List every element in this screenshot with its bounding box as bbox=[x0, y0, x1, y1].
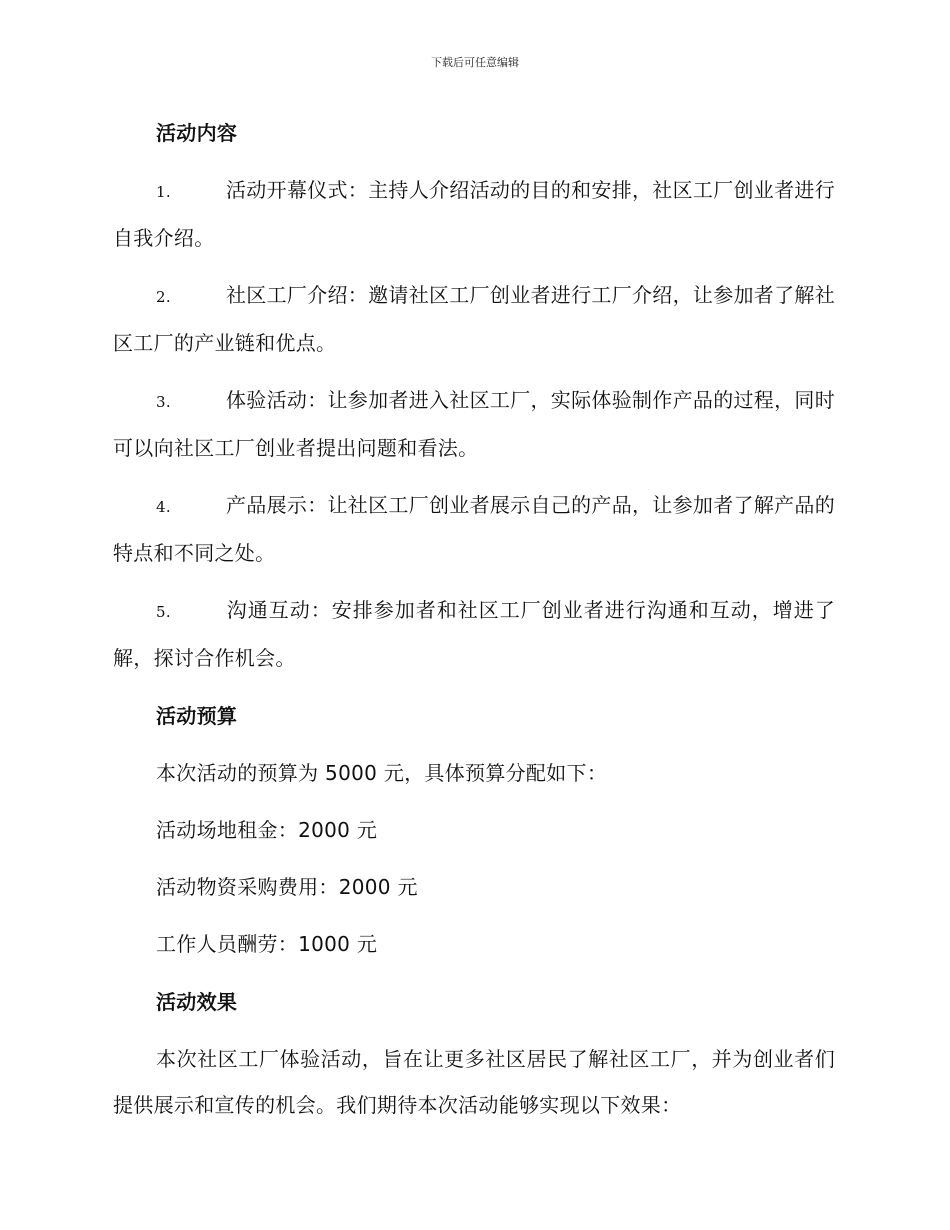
list-item-text: 活动开幕仪式：主持人介绍活动的目的和安排，社区工厂创业者进行自我介绍。 bbox=[113, 178, 835, 250]
list-number: 5. bbox=[156, 603, 171, 621]
list-number: 1. bbox=[156, 183, 171, 201]
list-item bbox=[113, 587, 835, 681]
document-body bbox=[113, 110, 835, 1128]
header-note: 下载后可任意编辑 bbox=[431, 56, 519, 69]
list-number: 3. bbox=[156, 393, 171, 411]
list-item-text: 社区工厂介绍：邀请社区工厂创业者进行工厂介绍，让参加者了解社区工厂的产业链和优点。 bbox=[113, 283, 835, 355]
list-number: 2. bbox=[156, 288, 171, 306]
budget-line: 工作人员酬劳：1000 元 bbox=[156, 932, 378, 956]
list-item bbox=[113, 167, 835, 261]
list-item bbox=[113, 482, 835, 576]
list-item bbox=[113, 377, 835, 471]
budget-line: 活动物资采购费用：2000 元 bbox=[156, 875, 418, 899]
budget-line: 活动场地租金：2000 元 bbox=[156, 818, 378, 842]
list-number: 4. bbox=[156, 498, 171, 516]
section-heading-budget: 活动预算 bbox=[156, 704, 238, 728]
effect-paragraph: 本次社区工厂体验活动，旨在让更多社区居民了解社区工厂，并为创业者们提供展示和宣传的机会。我们期待本次活动能够实现以下效果： bbox=[113, 1047, 835, 1117]
list-item-text: 产品展示：让社区工厂创业者展示自己的产品，让参加者了解产品的特点和不同之处。 bbox=[113, 493, 835, 565]
list-item-text: 体验活动：让参加者进入社区工厂，实际体验制作产品的过程，同时可以向社区工厂创业者提出问题和看法。 bbox=[113, 388, 835, 460]
budget-intro: 本次活动的预算为 5000 元，具体预算分配如下： bbox=[156, 761, 608, 785]
list-item-text: 沟通互动：安排参加者和社区工厂创业者进行沟通和互动，增进了解，探讨合作机会。 bbox=[113, 598, 835, 670]
section-heading-content: 活动内容 bbox=[156, 121, 238, 145]
list-item bbox=[113, 272, 835, 366]
section-heading-effect: 活动效果 bbox=[156, 990, 238, 1014]
